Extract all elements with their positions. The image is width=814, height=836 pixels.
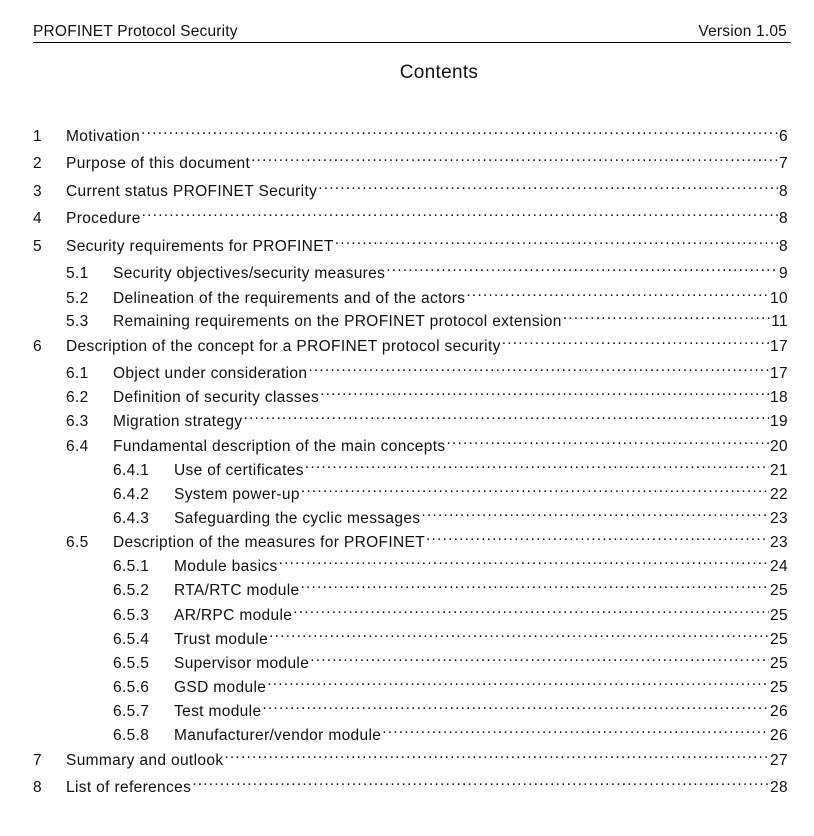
toc-entry-number: 6.5.5 [113, 655, 150, 672]
toc-dot-leader [563, 304, 770, 326]
toc-entry[interactable] [113, 718, 788, 744]
toc-entry-label: List of references [66, 779, 192, 796]
toc-entry[interactable] [113, 453, 788, 479]
toc-entry-page: 23 [770, 510, 788, 527]
toc-entry-label: Trust module [174, 631, 269, 648]
toc-entry-number: 6.3 [66, 413, 89, 430]
toc-entry[interactable] [33, 119, 788, 145]
toc-entry[interactable] [113, 694, 788, 720]
toc-entry[interactable] [66, 429, 788, 455]
toc-entry-page: 28 [770, 779, 788, 796]
toc-entry-label: Manufacturer/vendor module [174, 727, 382, 744]
toc-entry-page: 25 [770, 582, 788, 599]
toc-entry[interactable] [33, 770, 788, 796]
toc-entry-label: Migration strategy [113, 413, 243, 430]
toc-entry-label: Safeguarding the cyclic messages [174, 510, 421, 527]
toc-dot-leader [293, 598, 769, 620]
toc-entry[interactable] [66, 404, 788, 430]
toc-entry-page: 24 [770, 558, 788, 575]
toc-entry[interactable] [66, 304, 788, 330]
toc-entry-number: 6.5.3 [113, 607, 150, 624]
toc-entry-number: 6.5.8 [113, 727, 150, 744]
toc-entry-label: Supervisor module [174, 655, 310, 672]
toc-entry[interactable] [66, 525, 788, 551]
toc-entry-page: 23 [770, 534, 788, 551]
toc-entry-page: 10 [770, 290, 788, 307]
toc-entry-label: Security requirements for PROFINET [66, 238, 334, 255]
toc-dot-leader [335, 229, 778, 251]
toc-dot-leader [142, 201, 778, 223]
toc-entry[interactable] [66, 281, 788, 307]
toc-dot-leader [320, 380, 769, 402]
toc-entry-label: Fundamental description of the main concepts [113, 438, 446, 455]
toc-entry-page: 20 [770, 438, 788, 455]
toc-entry[interactable] [33, 174, 788, 200]
toc-entry-number: 5.2 [66, 290, 89, 307]
toc-entry[interactable] [33, 146, 788, 172]
toc-entry-page: 17 [770, 338, 788, 355]
toc-entry-page: 11 [771, 313, 788, 330]
toc-entry-label: Definition of security classes [113, 389, 320, 406]
toc-entry-number: 3 [33, 183, 42, 200]
toc-entry-page: 21 [770, 462, 788, 479]
toc-entry-number: 5 [33, 238, 42, 255]
toc-entry-number: 4 [33, 210, 42, 227]
toc-entry-label: Delineation of the requirements and of the actors [113, 290, 466, 307]
toc-entry-number: 6.5.2 [113, 582, 150, 599]
toc-entry-label: Test module [174, 703, 262, 720]
toc-entry-number: 6.2 [66, 389, 89, 406]
toc-entry-label: Module basics [174, 558, 278, 575]
toc-entry-page: 8 [779, 238, 788, 255]
toc-dot-leader [224, 743, 769, 765]
toc-entry[interactable] [113, 670, 788, 696]
toc-entry-label: GSD module [174, 679, 267, 696]
toc-entry-page: 22 [770, 486, 788, 503]
toc-entry-label: Use of certificates [174, 462, 304, 479]
toc-dot-leader [262, 694, 769, 716]
toc-entry-page: 25 [770, 607, 788, 624]
toc-entry-page: 8 [779, 183, 788, 200]
toc-entry-number: 6.1 [66, 365, 89, 382]
toc-entry-page: 9 [779, 265, 788, 282]
toc-dot-leader [301, 477, 769, 499]
toc-entry-label: Motivation [66, 128, 141, 145]
toc-dot-leader [386, 256, 778, 278]
toc-dot-leader [279, 549, 769, 571]
toc-entry-label: Summary and outlook [66, 752, 224, 769]
toc-entry-label: Procedure [66, 210, 141, 227]
toc-entry-number: 1 [33, 128, 42, 145]
toc-entry-page: 19 [770, 413, 788, 430]
toc-entry-page: 8 [779, 210, 788, 227]
toc-entry[interactable] [113, 477, 788, 503]
toc-dot-leader [382, 718, 769, 740]
toc-entry[interactable] [33, 329, 788, 355]
toc-dot-leader [446, 429, 769, 451]
toc-dot-leader [426, 525, 769, 547]
toc-entry[interactable] [33, 229, 788, 255]
toc-entry-number: 6.5 [66, 534, 89, 551]
toc-dot-leader [305, 453, 769, 475]
toc-entry-page: 26 [770, 703, 788, 720]
toc-entry-number: 5.3 [66, 313, 89, 330]
toc-entry[interactable] [66, 356, 788, 382]
toc-entry-page: 18 [770, 389, 788, 406]
toc-entry-label: RTA/RTC module [174, 582, 300, 599]
toc-entry-label: Current status PROFINET Security [66, 183, 318, 200]
toc-entry[interactable] [66, 256, 788, 282]
toc-entry-label: Remaining requirements on the PROFINET protocol extension [113, 313, 562, 330]
toc-entry-number: 6 [33, 338, 42, 355]
toc-entry[interactable] [113, 549, 788, 575]
toc-dot-leader [466, 281, 769, 303]
toc-entry-label: Description of the concept for a PROFINET protocol security [66, 338, 501, 355]
toc-entry-page: 27 [770, 752, 788, 769]
header-document-title: PROFINET Protocol Security [33, 23, 238, 40]
toc-entry[interactable] [33, 201, 788, 227]
toc-entry-number: 6.5.4 [113, 631, 150, 648]
toc-entry-page: 25 [770, 631, 788, 648]
toc-dot-leader [269, 622, 769, 644]
toc-entry-label: Purpose of this document [66, 155, 251, 172]
toc-dot-leader [308, 356, 769, 378]
toc-entry-number: 5.1 [66, 265, 89, 282]
toc-entry-label: System power-up [174, 486, 300, 503]
toc-entry-label: AR/RPC module [174, 607, 293, 624]
toc-dot-leader [301, 573, 770, 595]
toc-dot-leader [318, 174, 778, 196]
toc-entry-number: 8 [33, 779, 42, 796]
toc-dot-leader [502, 329, 769, 351]
toc-entry[interactable] [66, 380, 788, 406]
header-version: Version 1.05 [698, 23, 787, 40]
toc-entry[interactable] [113, 501, 788, 527]
toc-entry-page: 26 [770, 727, 788, 744]
toc-entry-label: Description of the measures for PROFINET [113, 534, 426, 551]
toc-entry-number: 6.5.1 [113, 558, 150, 575]
toc-entry-number: 6.4 [66, 438, 89, 455]
toc-entry-number: 6.4.2 [113, 486, 150, 503]
toc-entry-page: 25 [770, 655, 788, 672]
toc-entry-number: 6.5.7 [113, 703, 150, 720]
toc-dot-leader [244, 404, 770, 426]
toc-dot-leader [267, 670, 769, 692]
toc-entry-number: 6.4.1 [113, 462, 150, 479]
toc-entry-number: 2 [33, 155, 42, 172]
toc-dot-leader [310, 646, 769, 668]
page-title: Contents [399, 62, 479, 83]
toc-dot-leader [251, 146, 778, 168]
toc-entry[interactable] [113, 646, 788, 672]
toc-entry-number: 6.4.3 [113, 510, 150, 527]
toc-entry-page: 25 [770, 679, 788, 696]
toc-dot-leader [141, 119, 778, 141]
toc-entry-number: 6.5.6 [113, 679, 150, 696]
toc-dot-leader [192, 770, 769, 792]
toc-entry[interactable] [33, 743, 788, 769]
toc-entry-label: Security objectives/security measures [113, 265, 386, 282]
toc-entry[interactable] [113, 573, 788, 599]
toc-entry-page: 17 [770, 365, 788, 382]
toc-entry-page: 6 [779, 128, 788, 145]
toc-entry[interactable] [113, 598, 788, 624]
toc-dot-leader [421, 501, 769, 523]
toc-entry[interactable] [113, 622, 788, 648]
toc-entry-label: Object under consideration [113, 365, 308, 382]
toc-entry-page: 7 [779, 155, 788, 172]
toc-entry-number: 7 [33, 752, 42, 769]
